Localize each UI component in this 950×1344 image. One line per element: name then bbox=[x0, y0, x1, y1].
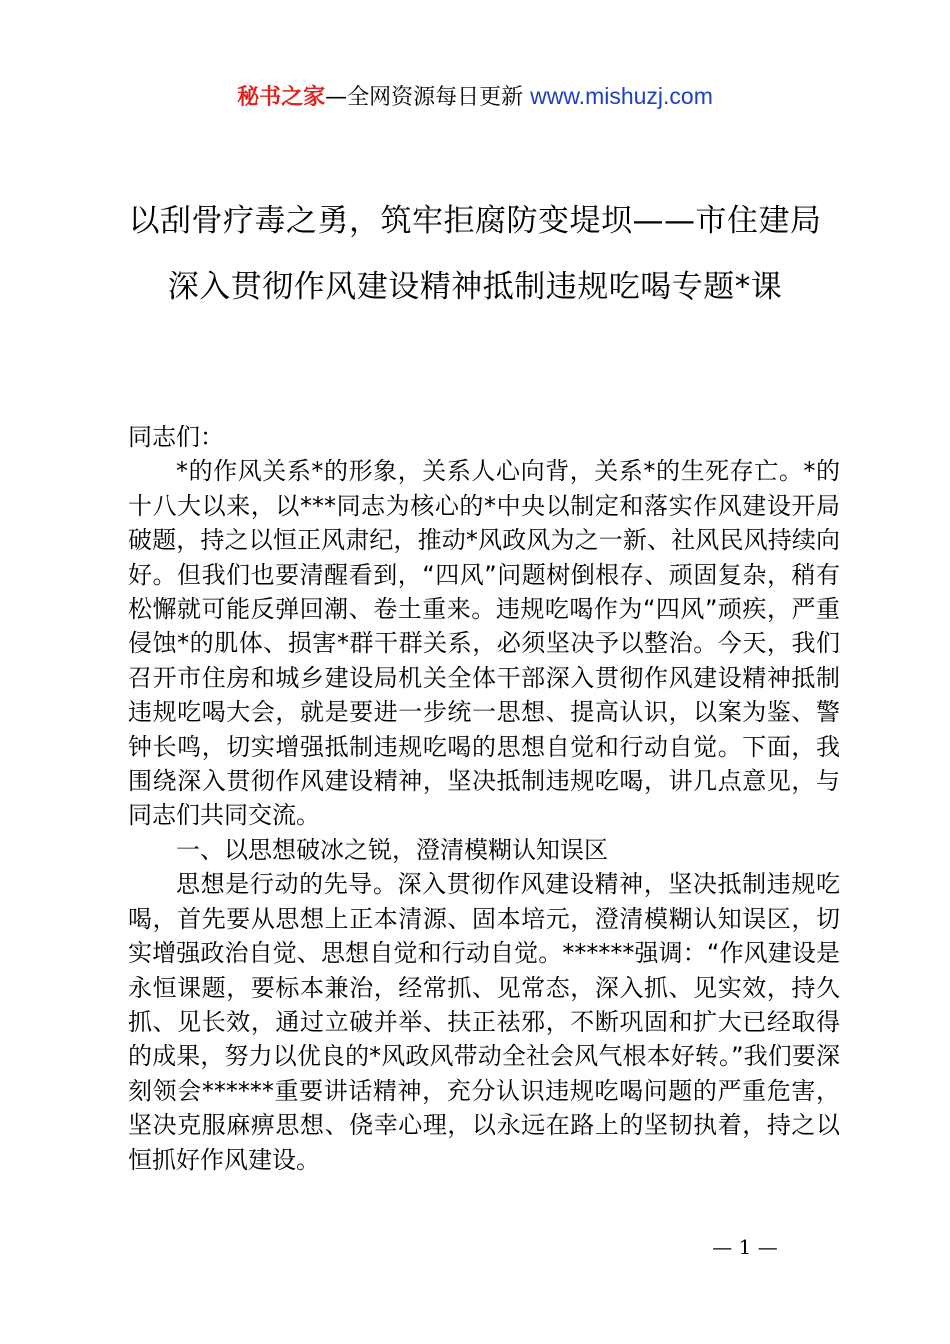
document-title: 以刮骨疗毒之勇，筑牢拒腐防变堤坝——市住建局深入贯彻作风建设精神抵制违规吃喝专题*课 bbox=[128, 203, 822, 305]
paragraph-section-1: 思想是行动的先导。深入贯彻作风建设精神，坚决抵制违规吃喝，首先要从思想上正本清源、固本培元，澄清模糊认知误区，切实增强政治自觉、思想自觉和行动自觉。******强调：“作风建设是永恒课题，要标本兼治，经常抓、见常态，深入抓、见实效，持久抓、见长效，通过立破并举、扶正祛邪，不断巩固和扩大已经取得的成果，努力以优良的*风政风带动全社会风气根本好转。”我们要深刻领会******重要讲话精神，充分认识违规吃喝问题的严重危害，坚决克服麻痹思想、侥幸心理，以永远在路上的坚韧执着，持之以恒抓好作风建设。 bbox=[128, 870, 840, 1174]
site-header bbox=[0, 80, 950, 114]
site-url-link[interactable]: www.mishuzj.com bbox=[530, 83, 713, 109]
site-tagline: —全网资源每日更新 bbox=[325, 85, 524, 110]
paragraph-intro: *的作风关系*的形象，关系人心向背，关系*的生死存亡。*的十八大以来，以***同志为核心的*中央以制定和落实作风建设开局破题，持之以恒正风肃纪，推动*风政风为之一新、社风民风持续向好。但我们也要清醒看到，“四风”问题树倒根存、顽固复杂，稍有松懈就可能反弹回潮、卷土重来。违规吃喝作为“四风”顽疾，严重侵蚀*的肌体、损害*群干群关系，必须坚决予以整治。今天，我们召开市住房和城乡建设局机关全体干部深入贯彻作风建设精神抵制违规吃喝大会，就是要进一步统一思想、提高认识，以案为鉴、警钟长鸣，切实增强抵制违规吃喝的思想自觉和行动自觉。下面，我围绕深入贯彻作风建设精神，坚决抵制违规吃喝，讲几点意见，与同志们共同交流。 bbox=[128, 457, 840, 830]
page-number: — 1 — bbox=[712, 1235, 778, 1259]
greeting: 同志们： bbox=[128, 423, 224, 451]
site-brand: 秘书之家 bbox=[237, 85, 326, 110]
document-body bbox=[128, 420, 840, 1177]
section-heading-1: 一、以思想破冰之锐，澄清模糊认知误区 bbox=[176, 835, 608, 864]
